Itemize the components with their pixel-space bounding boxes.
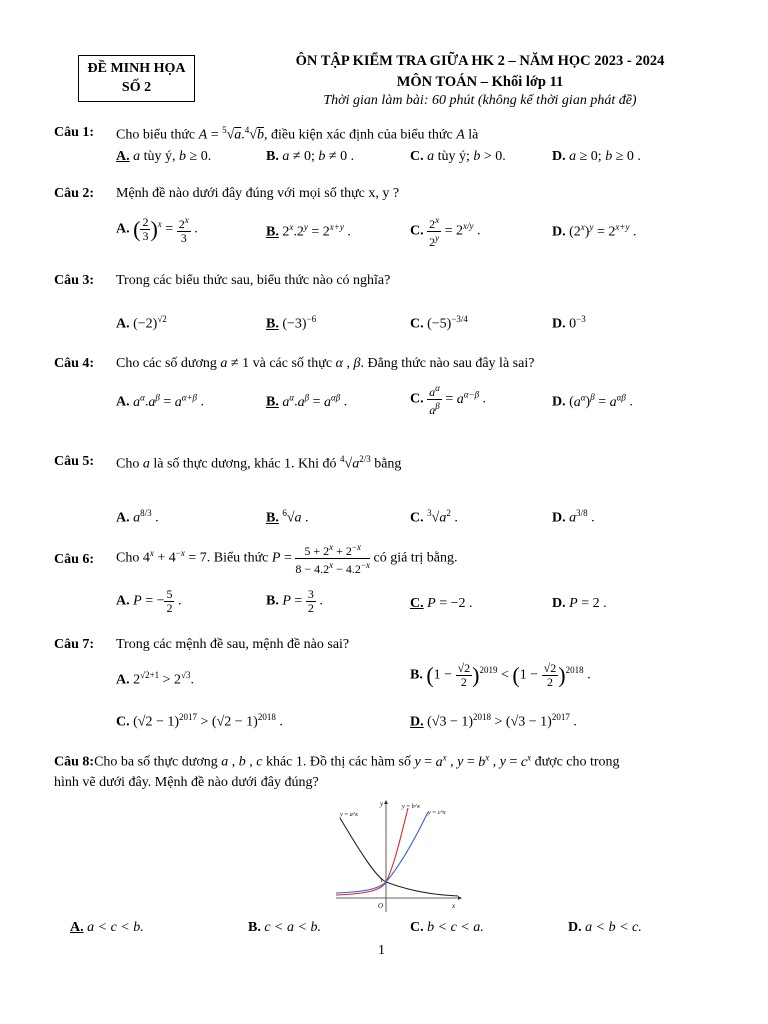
label-y-c-x: y = c^x: [428, 810, 446, 816]
q6-label: Câu 6:: [54, 552, 95, 567]
exam-badge: [78, 55, 195, 102]
q5-option-c[interactable]: C. $^3√a^2$ .: [410, 508, 458, 526]
q5-option-d[interactable]: D. $a^{3/8}$ .: [552, 508, 595, 526]
q8-text: Câu 8:Cho ba số thực dương a , b , c khác 1. Đồ thị các hàm số $y = a^x$ , $y = b^x$ , $y = c^x$ được cho trong: [54, 752, 620, 770]
q8-option-c[interactable]: C. b < c < a.: [410, 920, 484, 935]
q4-text: Cho các số dương a ≠ 1 và các số thực α , β. Đẳng thức nào sau đây là sai?: [116, 356, 535, 371]
q6-option-a[interactable]: A. P = − $\frac{5}{2}$ .: [116, 587, 182, 615]
q6-option-c[interactable]: C. P = −2 .: [410, 596, 473, 611]
q6-text: Cho $4^x + 4^{-x} = 7$. Biểu thức P = $\frac{5 + 2^x + 2^{-x}}{8 - 4.2^x - 4.2^{-x}}$ có giá trị bằng.: [116, 542, 458, 576]
label-y-a-x: y = a^x: [340, 812, 358, 818]
exam-title: ÔN TẬP KIỂM TRA GIỮA HK 2 – NĂM HỌC 2023 - 2024: [295, 53, 665, 69]
q2-label: Câu 2:: [54, 186, 95, 201]
q3-option-a[interactable]: A. $(-2)^{√2}$: [116, 314, 167, 332]
q8-option-d[interactable]: D. a < b < c.: [568, 920, 642, 935]
q4-label: Câu 4:: [54, 356, 95, 371]
curve-y-b-x: [336, 808, 408, 895]
badge-line2: SỐ 2: [121, 80, 152, 95]
q4-option-b[interactable]: B. $a^\alpha.a^\beta = a^{\alpha\beta}$ .: [266, 392, 348, 410]
label-y-b-x: y = b^x: [402, 804, 420, 810]
q1-option-d[interactable]: D. a ≥ 0; b ≥ 0 .: [552, 149, 641, 164]
q5-text: Cho a là số thực dương, khác 1. Khi đó $^4√a^{2/3}$ bằng: [116, 454, 402, 472]
label-origin: O: [378, 902, 384, 910]
q2-option-d[interactable]: D. $(2^x)^y = 2^{x+y}$ .: [552, 222, 637, 240]
label-y-axis: y: [380, 800, 384, 808]
q3-text: Trong các biểu thức sau, biểu thức nào có nghĩa?: [116, 273, 391, 288]
q2-option-c[interactable]: C. $\frac{2^x}{2^y}$ = $2^{x/y}$ .: [410, 215, 481, 249]
q3-option-b[interactable]: B. $(-3)^{-6}$: [266, 314, 317, 332]
q7-label: Câu 7:: [54, 637, 95, 652]
q6-option-d[interactable]: D. P = 2 .: [552, 596, 607, 611]
q2-text: Mệnh đề nào dưới đây đúng với mọi số thực x, y ?: [116, 186, 400, 201]
q1-label: Câu 1:: [54, 125, 95, 140]
q1-option-b[interactable]: B. a ≠ 0; b ≠ 0 .: [266, 149, 355, 164]
q7-option-d[interactable]: D. $(√3 - 1)^{2018} > (√3 - 1)^{2017}$ .: [410, 712, 577, 730]
q6-option-b[interactable]: B. P = $\frac{3}{2}$ .: [266, 587, 323, 615]
q4-option-a[interactable]: A. $a^\alpha.a^\beta = a^{\alpha+\beta}$ .: [116, 392, 205, 410]
q1-option-a[interactable]: A. a tùy ý, b ≥ 0.: [116, 149, 212, 164]
q2-option-a[interactable]: A. ( $\frac{2}{3}$ )$^x$ = $\frac{2^x}{3}$ .: [116, 215, 198, 245]
q5-option-b[interactable]: B. $^6$√a .: [266, 508, 309, 526]
q3-option-d[interactable]: D. $0^{-3}$: [552, 314, 586, 332]
q5-label: Câu 5:: [54, 454, 95, 469]
exam-time: Thời gian làm bài: 60 phút (không kể thời gian phát đề): [323, 93, 637, 108]
q5-option-a[interactable]: A. $a^{8/3}$ .: [116, 508, 159, 526]
curve-y-a-x: [340, 818, 458, 896]
q8-text-line2: hình vẽ dưới đây. Mệnh đề nào dưới đây đúng?: [54, 775, 319, 790]
exam-subject: MÔN TOÁN – Khối lớp 11: [396, 74, 564, 90]
q4-option-d[interactable]: D. $(a^\alpha)^\beta = a^{\alpha\beta}$ .: [552, 392, 633, 410]
q3-option-c[interactable]: C. $(-5)^{-3/4}$: [410, 314, 468, 332]
q1-option-c[interactable]: C. a tùy ý; b > 0.: [410, 149, 506, 164]
label-x-axis: x: [452, 902, 456, 910]
q7-text: Trong các mệnh đề sau, mệnh đề nào sai?: [116, 637, 350, 652]
q7-option-a[interactable]: A. $2^{√2+1} > 2^{√3}$.: [116, 670, 194, 688]
exponential-graph: [332, 800, 462, 912]
q2-option-b[interactable]: B. $2^x.2^y = 2^{x+y}$ .: [266, 222, 351, 240]
label-one: 1: [380, 878, 383, 884]
q8-option-b[interactable]: B. c < a < b.: [248, 920, 321, 935]
q1-text: Cho biểu thức A = $^5$√a.$^4$√b, điều kiện xác định của biểu thức A là: [116, 125, 479, 143]
q3-label: Câu 3:: [54, 273, 95, 288]
badge-line1: ĐỀ MINH HỌA: [87, 61, 186, 76]
page-number: 1: [378, 943, 385, 958]
q8-option-a[interactable]: A. a < c < b.: [70, 920, 144, 935]
q7-option-b[interactable]: B. (1 − $\frac{√2}{2}$ )$^{2019}$ < (1 − $\frac{√2}{2}$ )$^{2018}$ .: [410, 661, 591, 689]
q4-option-c[interactable]: C. $\frac{a^\alpha}{a^\beta}$ = $a^{\alpha-\beta}$ .: [410, 383, 487, 417]
q7-option-c[interactable]: C. $(√2 - 1)^{2017} > (√2 - 1)^{2018}$ .: [116, 712, 283, 730]
